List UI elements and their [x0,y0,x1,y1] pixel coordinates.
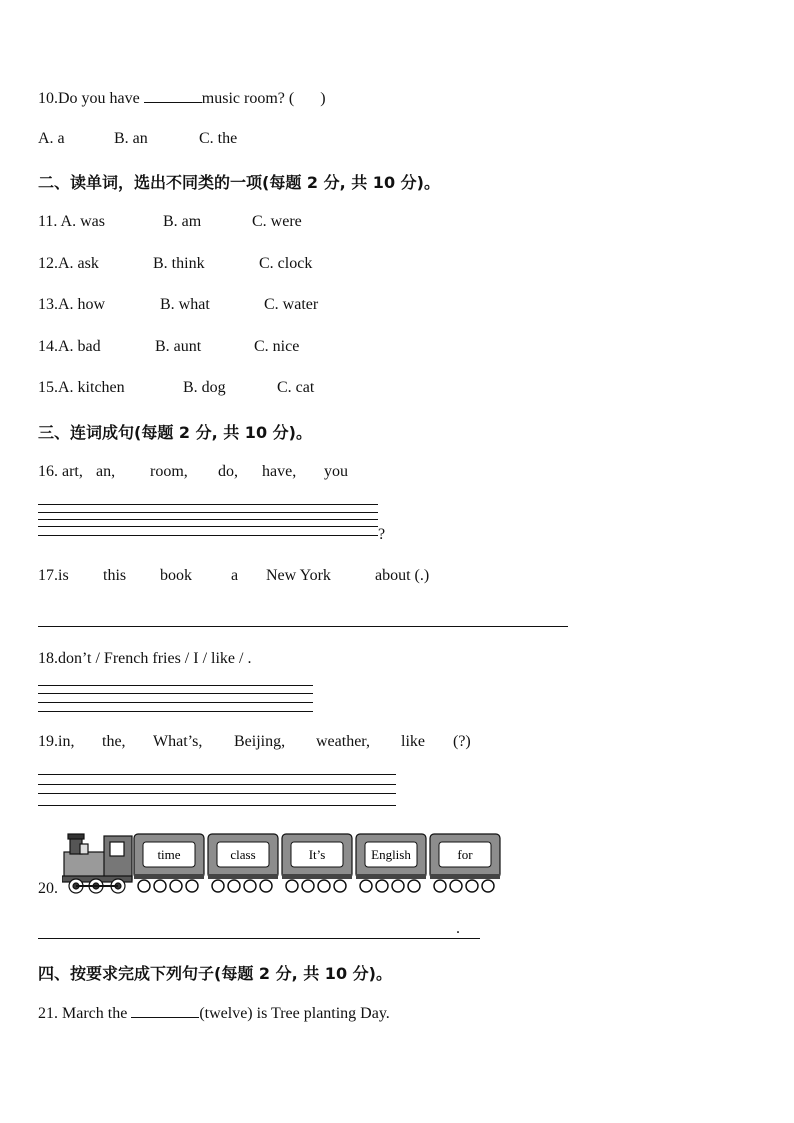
train-wheel [450,880,462,892]
question-11 [38,213,302,231]
answer-blank[interactable] [144,88,202,103]
train-svg [62,830,504,896]
train-wheel [318,880,330,892]
word: What’s, [153,733,203,750]
word: room, [150,463,188,480]
question-19 [38,733,471,751]
q11-option-b: B. am [163,213,202,230]
q14-option-c: C. nice [254,338,300,355]
question-16 [38,463,348,481]
word: the, [102,733,126,750]
word: weather, [316,733,370,750]
word: an, [96,463,116,480]
section-2-heading: 二、读单词，选出不同类的一项(每题 2 分, 共 10 分)。 [38,173,440,192]
answer-line[interactable] [38,519,378,520]
q15-option-b: B. dog [183,379,226,396]
answer-line[interactable] [38,793,396,794]
answer-blank[interactable] [131,1003,199,1018]
word: book [160,567,192,584]
word: 16. art, [38,463,83,480]
train-wheel [260,880,272,892]
word: Beijing, [234,733,286,750]
train-wheel [434,880,446,892]
q13-option-a: 13.A. how [38,296,106,313]
answer-line[interactable] [38,685,313,686]
question-17 [38,567,429,585]
q11-option-c: C. were [252,213,302,230]
train-car [356,834,426,892]
word: (?) [453,733,471,750]
q15-option-a: 15.A. kitchen [38,379,125,396]
question-21 [38,1003,390,1023]
train-car-word: for [457,847,473,862]
train-car-word: It’s [308,847,326,862]
q12-option-c: C. clock [259,255,313,272]
word: New York [266,567,331,584]
answer-line[interactable] [38,938,480,939]
question-18: 18.don’t / French fries / I / like / . [38,650,252,667]
word: this [103,567,127,584]
train-car-word: class [230,847,256,862]
train-wheel [228,880,240,892]
option-a: A. a [38,130,65,147]
train-wheel [186,880,198,892]
train-car-word: time [157,847,181,862]
answer-line[interactable] [38,512,378,513]
train-wheel [244,880,256,892]
locomotive [62,834,132,893]
train-wheel [138,880,150,892]
question-13 [38,296,318,314]
q12-option-a: 12.A. ask [38,255,99,272]
word: have, [262,463,297,480]
question-14 [38,338,299,356]
train-wheel [466,880,478,892]
question-12 [38,255,312,273]
train-wheel [286,880,298,892]
word: a [231,567,239,584]
answer-line[interactable] [38,693,313,694]
train-car-word: English [371,847,411,862]
answer-line[interactable] [38,805,396,806]
train-car [430,834,500,892]
train-wheel [408,880,420,892]
train-wheel [154,880,166,892]
word: you [324,463,348,480]
word: like [401,733,425,750]
option-b: B. an [114,130,148,147]
q16-question-mark: ? [378,526,386,543]
q13-option-c: C. water [264,296,319,313]
answer-line[interactable] [38,711,313,712]
answer-line[interactable] [38,504,378,505]
q14-option-a: 14.A. bad [38,338,101,355]
train-car [208,834,278,892]
word: 17.is [38,567,69,584]
q20-number: 20. [38,880,58,897]
answer-line[interactable] [38,784,396,785]
q11-option-a: 11. A. was [38,213,105,230]
q21-suffix: (twelve) is Tree planting Day. [199,1005,390,1022]
train-illustration [62,830,504,901]
word: do, [218,463,238,480]
q13-option-b: B. what [160,296,210,313]
section-4-heading: 四、按要求完成下列句子(每题 2 分, 共 10 分)。 [38,964,392,983]
answer-line[interactable] [38,626,568,627]
word: about (.) [375,567,430,584]
question-10 [38,88,326,108]
word: 19.in, [38,733,75,750]
answer-line[interactable] [38,526,378,527]
train-car [134,834,204,892]
train-wheel [376,880,388,892]
q10-prefix: 10.Do you have [38,90,140,107]
train-wheel [212,880,224,892]
q10-suffix: music room? ( [201,90,295,107]
q10-close: ) [320,90,326,107]
answer-line[interactable] [38,774,396,775]
train-wheel [360,880,372,892]
question-15 [38,379,314,397]
q20-period: . [456,920,460,937]
q12-option-b: B. think [153,255,205,272]
answer-line[interactable] [38,702,313,703]
train-car [282,834,352,892]
answer-line[interactable] [38,535,378,536]
section-3-heading: 三、连词成句(每题 2 分, 共 10 分)。 [38,423,312,442]
q10-options [38,130,237,148]
q15-option-c: C. cat [277,379,315,396]
q14-option-b: B. aunt [155,338,202,355]
option-c: C. the [199,130,238,147]
train-wheel [302,880,314,892]
train-wheel [482,880,494,892]
train-wheel [170,880,182,892]
q21-prefix: 21. March the [38,1005,128,1022]
train-wheel [392,880,404,892]
train-wheel [334,880,346,892]
